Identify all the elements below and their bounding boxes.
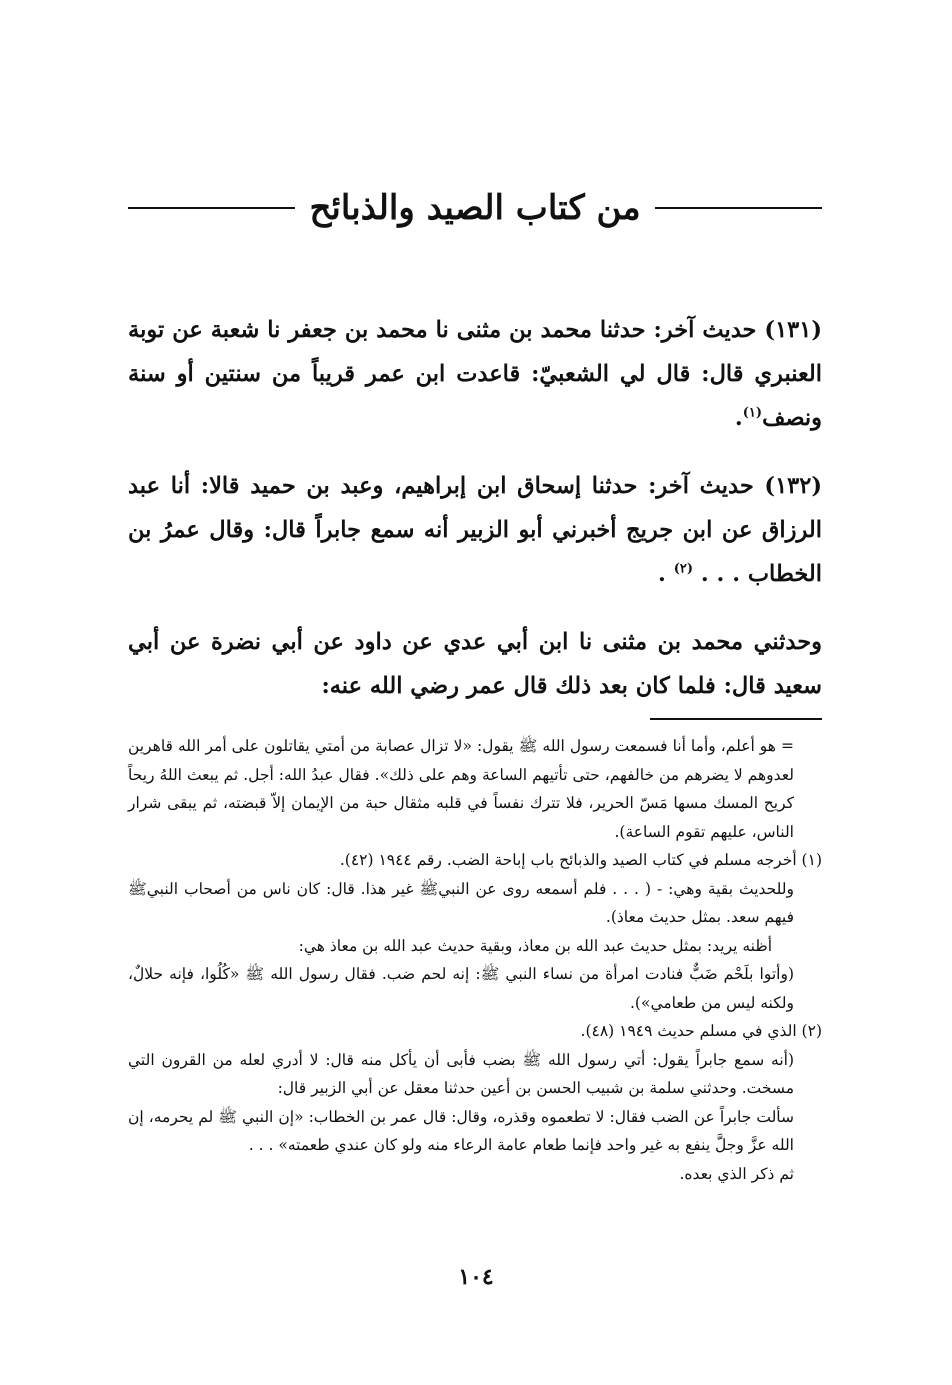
page-number: ١٠٤ <box>458 1264 494 1290</box>
footnote-1-comment: أظنه يريد: بمثل حديث عبد الله بن معاذ، وبقية حديث عبد الله بن معاذ هي: <box>298 936 772 955</box>
footnotes <box>128 732 822 1188</box>
footnote-ref-1: (١) <box>742 405 763 421</box>
footnote-2-continued: سألت جابراً عن الضب فقال: لا تطعموه وقذره، وقال: قال عمر بن الخطاب: «إن النبي ﷺ لم يحرمه، إن الله عزَّ وجلَّ ينفع به غير واحد فإنما طعام عامة الرعاء منه ولو كان عندي طعمته» . . . <box>128 1107 794 1154</box>
footnote-separator <box>650 718 822 720</box>
header-rule-left <box>128 207 295 209</box>
hadith-132 <box>128 464 822 596</box>
hadith-131-end: . <box>734 405 743 431</box>
hadith-131 <box>128 308 822 440</box>
header-rule-right <box>655 207 822 209</box>
main-text <box>128 308 822 732</box>
footnote-2: (٢) الذي في مسلم حديث ١٩٤٩ (٤٨). <box>580 1022 822 1040</box>
footnote-continuation: = هو أعلم، وأما أنا فسمعت رسول الله ﷺ يقول: «لا تزال عصابة من أمتي يقاتلون على أمر الله قاهرين لعدوهم لا يضرهم من خالفهم، حتى تأتيهم الساعة وهم على ذلك». فقال عبدُ الله: أجل. ثم يبعث اللهُ ريحاً كريح المسك مسها مَسّ الحرير، فلا تترك نفساً في قلبه مثقال حبة من الإيمان إلاّ قبضته، ثم يبقى شرار الناس، عليهم تقوم الساعة). <box>128 737 794 841</box>
footnote-1-remainder: وللحديث بقية وهي: - ( . . . فلم أسمعه روى عن النبيﷺ غير هذا. قال: كان ناس من أصحاب النبيﷺ فيهم سعد. بمثل حديث معاذ). <box>128 879 794 926</box>
hadith-131-text: (١٣١) حديث آخر: حدثنا محمد بن مثنى نا محمد بن جعفر نا شعبة عن توبة العنبري قال: قال لي الشعبيّ: قاعدت ابن عمر قريباً من سنتين أو سنة ونصف <box>128 317 822 431</box>
footnote-ref-2: (٢) <box>673 561 694 577</box>
hadith-132-text: (١٣٢) حديث آخر: حدثنا إسحاق ابن إبراهيم، وعبد بن حميد قالا: أنا عبد الرزاق عن ابن جريج أخبرني أبو الزبير أنه سمع جابراً قال: وقال عمرُ بن الخطاب . . . <box>128 473 822 587</box>
chapter-title: من كتاب الصيد والذبائح <box>309 188 641 228</box>
hadith-132-end: . <box>658 561 666 587</box>
footnote-1: (١) أخرجه مسلم في كتاب الصيد والذبائح باب إباحة الضب. رقم ١٩٤٤ (٤٢). <box>339 851 822 869</box>
footnote-1-quote: (وأتوا بلَحْم ضَبٌّ فنادت امرأة من نساء النبي ﷺ: إنه لحم ضب. فقال رسول الله ﷺ «كُلُوا، فإنه حلالٌ، ولكنه ليس من طعامي»). <box>128 965 794 1012</box>
footnote-2-quote: (أنه سمع جابراً يقول: أتي رسول الله ﷺ بضب فأبى أن يأكل منه قال: لا أدري لعله من القرون التي مسخت. وحدثني سلمة بن شبيب الحسن بن أعين حدثنا معقل عن أبي الزبير قال: <box>128 1050 794 1097</box>
hadith-133: وحدثني محمد بن مثنى نا ابن أبي عدي عن داود عن أبي نضرة عن أبي سعيد قال: فلما كان بعد ذلك قال عمر رضي الله عنه: <box>128 629 822 699</box>
chapter-header <box>128 178 822 238</box>
footnote-2-end: ثم ذكر الذي بعده. <box>679 1164 794 1183</box>
